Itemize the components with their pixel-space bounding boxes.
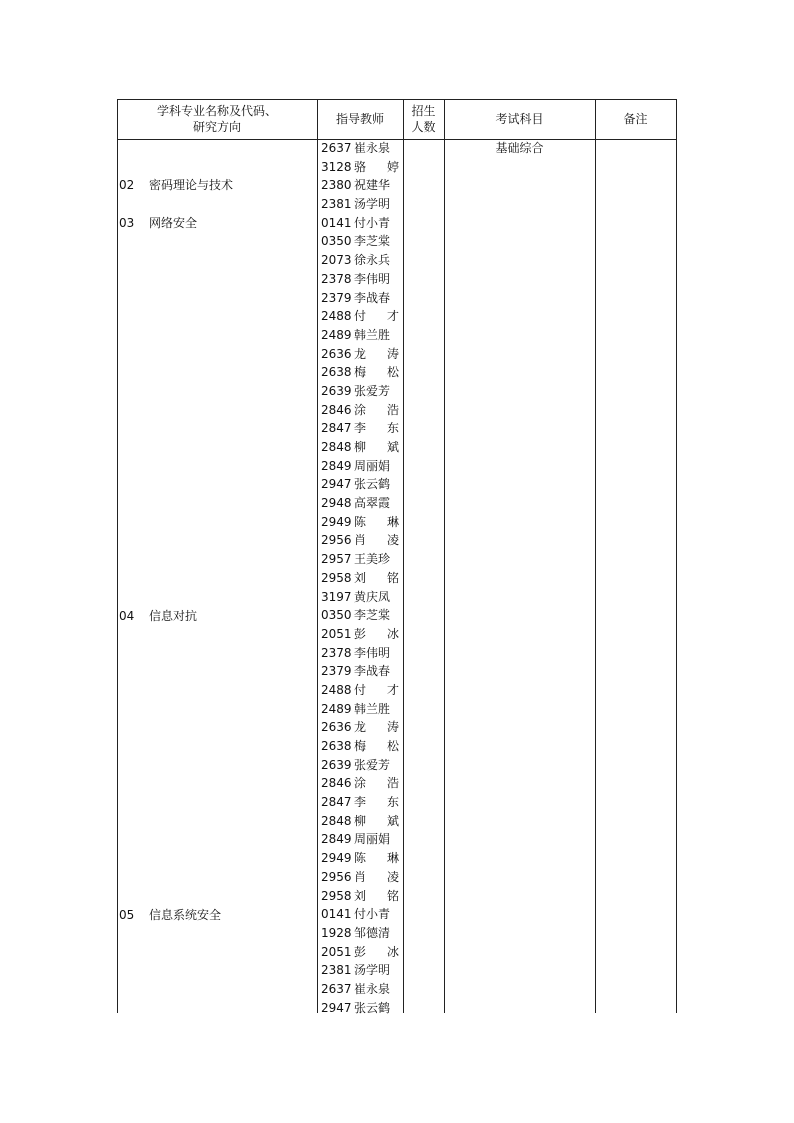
- header-remarks: [595, 99, 676, 139]
- advisor-row: [321, 251, 401, 270]
- advisor-code: 2849: [321, 832, 352, 847]
- advisor-code: 2489: [321, 701, 352, 716]
- advisor-code: 2639: [321, 383, 352, 398]
- advisor-code: 2847: [321, 421, 352, 436]
- advisor-row: [321, 625, 401, 644]
- admissions-table: [117, 99, 677, 1013]
- advisor-code: 2848: [321, 440, 352, 454]
- advisor-row: [321, 457, 401, 476]
- advisor-row: [321, 232, 401, 251]
- header-remarks-label: 备注: [623, 112, 648, 126]
- advisor-name: 汤学明: [354, 963, 391, 978]
- advisor-code: 2381: [321, 963, 352, 978]
- advisor-name: 李 东: [354, 795, 399, 810]
- advisor-row: [321, 569, 401, 588]
- header-quota-line2: 人数: [411, 120, 436, 134]
- advisor-name: 周丽娟: [354, 458, 391, 473]
- advisor-row: [321, 139, 401, 158]
- header-quota: [403, 99, 444, 139]
- advisor-name: 付 才: [354, 309, 399, 324]
- advisor-row: [321, 868, 401, 887]
- advisor-name: 涂 浩: [354, 776, 399, 791]
- direction-row: [117, 214, 197, 233]
- advisor-name: 李芝棠: [354, 234, 391, 249]
- advisor-row: [321, 345, 401, 364]
- advisor-code: 2381: [321, 197, 352, 212]
- advisor-row: [321, 531, 401, 550]
- advisor-row: [321, 176, 401, 195]
- advisor-row: [321, 401, 401, 420]
- advisor-name: 徐永兵: [354, 253, 391, 268]
- advisor-name: 周丽娟: [354, 832, 391, 847]
- advisor-row: [321, 793, 401, 812]
- advisor-code: 2956: [321, 869, 352, 884]
- advisor-row: [321, 700, 401, 719]
- advisor-name: 彭 冰: [354, 626, 399, 641]
- advisor-name: 陈 琳: [354, 514, 399, 529]
- advisor-row: [321, 270, 401, 289]
- advisor-row: [321, 606, 401, 625]
- advisor-row: [321, 774, 401, 793]
- advisor-code: 2956: [321, 533, 352, 548]
- header-exam: [444, 99, 595, 139]
- advisor-name: 李 东: [354, 421, 399, 436]
- advisor-row: [321, 887, 401, 906]
- advisor-code: 2847: [321, 795, 352, 810]
- column-border: [444, 99, 445, 1013]
- advisor-code: 2489: [321, 327, 352, 342]
- advisor-code: 2637: [321, 981, 352, 996]
- advisor-code: 1928: [321, 925, 352, 940]
- advisor-code: 3197: [321, 589, 352, 604]
- advisor-name: 祝建华: [354, 178, 391, 193]
- advisor-row: [321, 718, 401, 737]
- advisor-name: 刘 铭: [354, 888, 399, 903]
- column-border: [595, 99, 596, 1013]
- header-advisor-label: 指导教师: [335, 112, 384, 126]
- advisor-row: [321, 214, 401, 233]
- advisor-code: 2848: [321, 813, 352, 828]
- column-border: [676, 99, 677, 1013]
- advisor-code: 0141: [321, 907, 352, 922]
- advisor-row: [321, 475, 401, 494]
- advisor-name: 邹德清: [354, 925, 391, 940]
- advisor-code: 2957: [321, 552, 352, 567]
- advisor-name: 柳 斌: [354, 440, 399, 454]
- advisor-name: 张爱芳: [354, 757, 391, 772]
- advisor-code: 2958: [321, 570, 352, 585]
- advisor-code: 0350: [321, 608, 352, 623]
- advisor-name: 李战春: [354, 290, 391, 305]
- advisor-name: 肖 凌: [354, 533, 399, 548]
- header-advisor: [317, 99, 403, 139]
- advisor-code: 2636: [321, 346, 352, 361]
- advisor-name: 龙 涛: [354, 720, 399, 735]
- advisor-name: 张云鹤: [354, 1000, 391, 1015]
- advisor-row: [321, 289, 401, 308]
- direction-row: [117, 906, 221, 925]
- advisor-name: 付小青: [354, 215, 391, 230]
- advisor-name: 王美珍: [354, 552, 391, 567]
- advisor-row: [321, 644, 401, 663]
- advisor-name: 崔永泉: [354, 981, 391, 996]
- header-exam-label: 考试科目: [495, 112, 544, 126]
- direction-name: 网络安全: [149, 215, 198, 230]
- advisor-row: [321, 961, 401, 980]
- advisor-name: 韩兰胜: [354, 327, 391, 342]
- exam-subject: 基础综合: [495, 141, 544, 155]
- advisor-code: 2949: [321, 851, 352, 866]
- advisor-name: 彭 冰: [354, 944, 399, 959]
- exam-subject-cell: [444, 139, 595, 158]
- advisor-code: 3128: [321, 159, 352, 174]
- direction-name: 密码理论与技术: [149, 178, 234, 193]
- advisor-name: 龙 涛: [354, 346, 399, 361]
- advisor-code: 2378: [321, 645, 352, 660]
- advisor-name: 肖 凌: [354, 869, 399, 884]
- advisor-row: [321, 812, 401, 831]
- direction-row: [117, 176, 233, 195]
- advisor-name: 梅 松: [354, 365, 399, 380]
- advisor-name: 韩兰胜: [354, 701, 391, 716]
- direction-code: 05: [119, 907, 135, 922]
- advisor-code: 2637: [321, 141, 352, 155]
- advisor-name: 刘 铭: [354, 570, 399, 585]
- advisor-row: [321, 195, 401, 214]
- direction-row: [117, 607, 197, 626]
- advisor-code: 2948: [321, 496, 352, 511]
- advisor-name: 付小青: [354, 907, 391, 922]
- advisor-name: 李伟明: [354, 271, 391, 286]
- advisor-name: 陈 琳: [354, 851, 399, 866]
- advisor-row: [321, 737, 401, 756]
- advisor-name: 黄庆凤: [354, 589, 391, 604]
- advisor-code: 2846: [321, 776, 352, 791]
- advisor-code: 2949: [321, 514, 352, 529]
- advisor-name: 张云鹤: [354, 477, 391, 492]
- advisor-row: [321, 943, 401, 962]
- advisor-code: 2947: [321, 477, 352, 492]
- advisor-name: 付 才: [354, 682, 399, 697]
- advisor-code: 2051: [321, 626, 352, 641]
- advisor-row: [321, 158, 401, 177]
- advisor-row: [321, 905, 401, 924]
- advisor-row: [321, 550, 401, 569]
- advisor-row: [321, 438, 401, 457]
- header-major-line2: 研究方向: [192, 120, 241, 134]
- direction-code: 03: [119, 215, 135, 230]
- advisor-code: 2379: [321, 290, 352, 305]
- column-border: [317, 99, 318, 1013]
- direction-name: 信息系统安全: [149, 907, 222, 922]
- advisor-code: 2638: [321, 365, 352, 380]
- advisor-code: 0141: [321, 215, 352, 230]
- advisor-row: [321, 662, 401, 681]
- header-major: [117, 99, 317, 139]
- advisor-name: 张爱芳: [354, 383, 391, 398]
- advisor-row: [321, 382, 401, 401]
- advisor-row: [321, 307, 401, 326]
- advisor-name: 汤学明: [354, 197, 391, 212]
- advisor-code: 2947: [321, 1000, 352, 1015]
- advisor-code: 2849: [321, 458, 352, 473]
- advisor-name: 骆 婷: [354, 159, 399, 174]
- advisor-name: 李战春: [354, 664, 391, 679]
- advisor-row: [321, 363, 401, 382]
- advisor-code: 0350: [321, 234, 352, 249]
- advisor-code: 2958: [321, 888, 352, 903]
- advisor-code: 2051: [321, 944, 352, 959]
- advisor-name: 柳 斌: [354, 813, 399, 828]
- advisor-name: 涂 浩: [354, 402, 399, 417]
- advisor-name: 李芝棠: [354, 608, 391, 623]
- advisor-code: 2639: [321, 757, 352, 772]
- advisor-name: 梅 松: [354, 739, 399, 753]
- advisor-row: [321, 849, 401, 868]
- advisor-name: 高翠霞: [354, 496, 391, 511]
- header-major-line1: 学科专业名称及代码、: [156, 104, 277, 118]
- advisor-code: 2638: [321, 739, 352, 753]
- advisor-name: 崔永泉: [354, 141, 391, 155]
- advisor-row: [321, 588, 401, 607]
- advisor-row: [321, 830, 401, 849]
- header-quota-line1: 招生: [411, 104, 436, 118]
- advisor-code: 2636: [321, 720, 352, 735]
- direction-code: 04: [119, 608, 135, 623]
- direction-code: 02: [119, 178, 135, 193]
- advisor-name: 李伟明: [354, 645, 391, 660]
- advisor-row: [321, 756, 401, 775]
- advisor-code: 2488: [321, 309, 352, 324]
- column-border: [117, 99, 118, 1013]
- advisor-row: [321, 326, 401, 345]
- advisor-row: [321, 419, 401, 438]
- advisor-row: [321, 513, 401, 532]
- advisor-row: [321, 999, 401, 1018]
- advisor-code: 2379: [321, 664, 352, 679]
- advisor-code: 2846: [321, 402, 352, 417]
- advisor-code: 2488: [321, 682, 352, 697]
- advisor-row: [321, 924, 401, 943]
- column-border: [403, 99, 404, 1013]
- advisors-column: [321, 139, 401, 1017]
- advisor-row: [321, 494, 401, 513]
- direction-name: 信息对抗: [149, 608, 198, 623]
- advisor-code: 2378: [321, 271, 352, 286]
- advisor-row: [321, 681, 401, 700]
- advisor-row: [321, 980, 401, 999]
- advisor-code: 2380: [321, 178, 352, 193]
- advisor-code: 2073: [321, 253, 352, 268]
